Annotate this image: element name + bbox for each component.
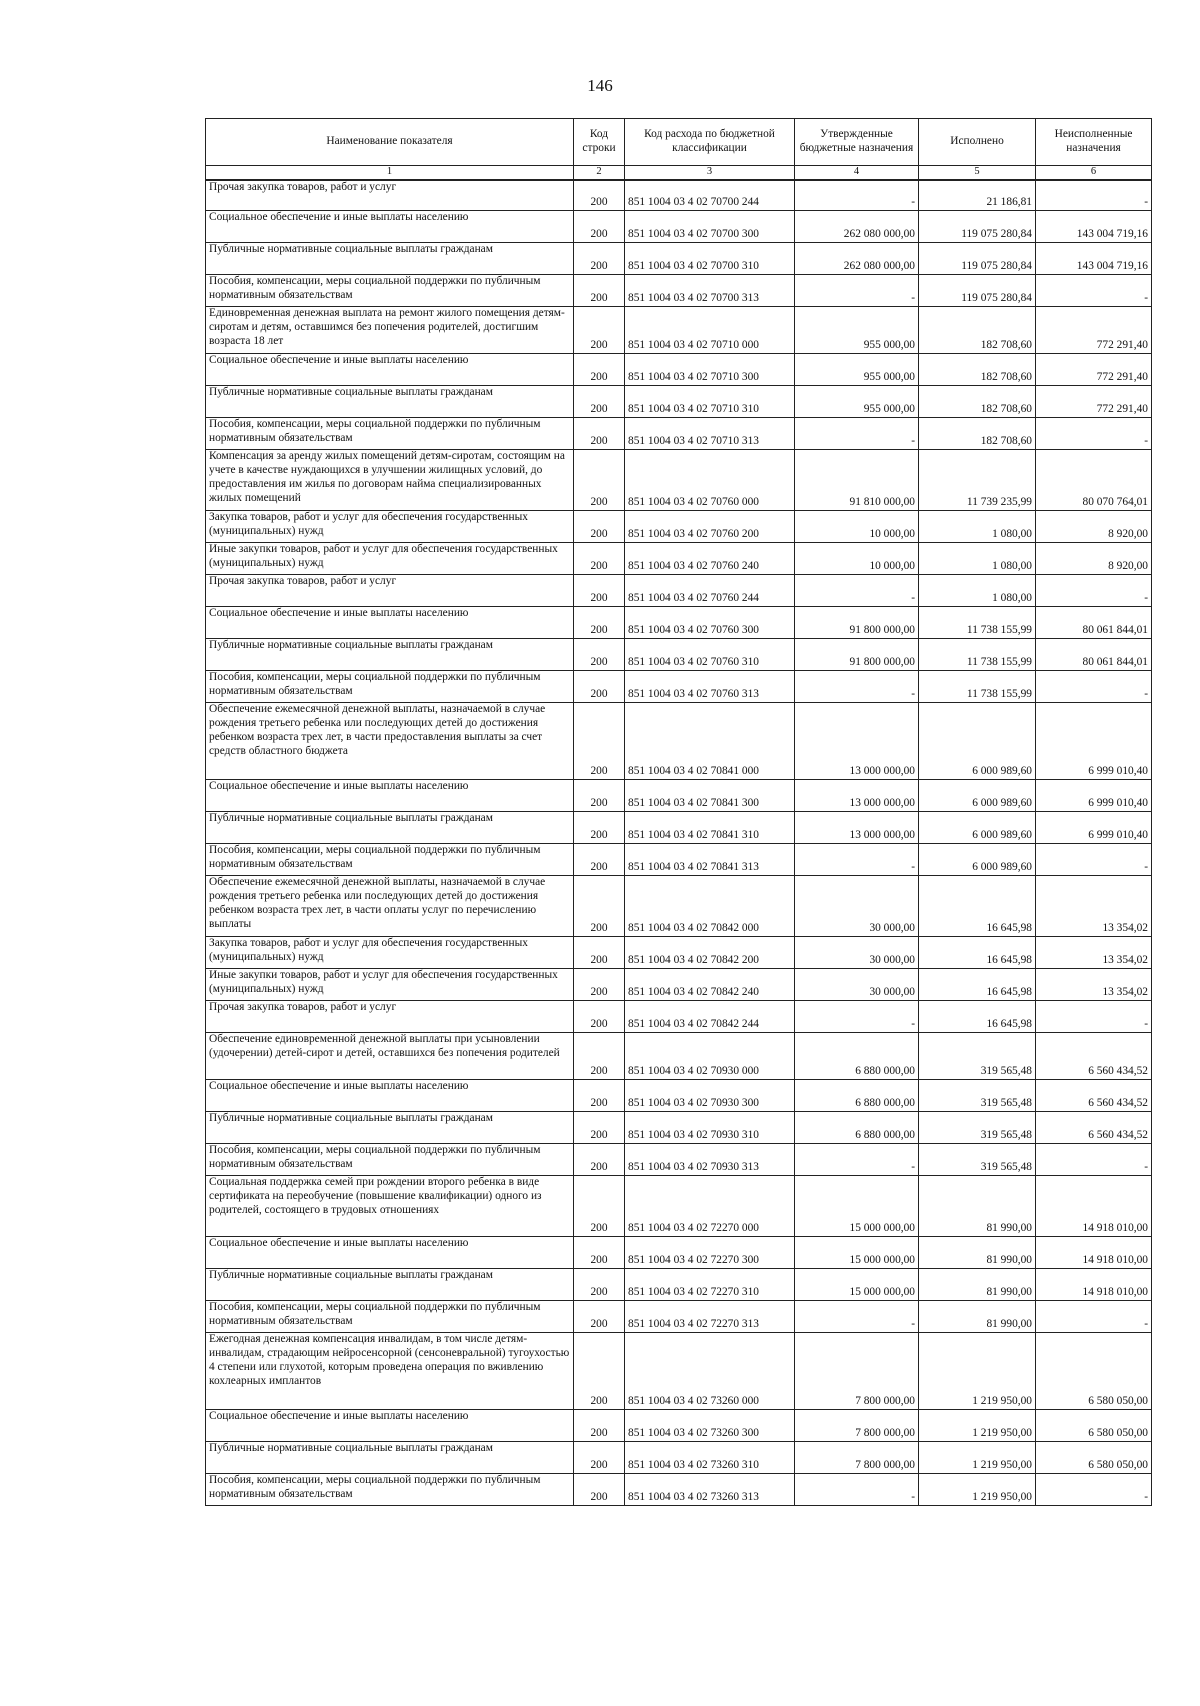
row-line-code: 200 [574, 511, 625, 543]
table-row [206, 1112, 1152, 1144]
row-name: Пособия, компенсации, меры социальной поддержки по публичным нормативным обязательствам [206, 844, 574, 876]
row-executed: 11 738 155,99 [919, 639, 1036, 671]
row-classification-code: 851 1004 03 4 02 72270 313 [625, 1301, 795, 1333]
column-number: 3 [625, 166, 795, 181]
row-line-code: 200 [574, 607, 625, 639]
row-classification-code: 851 1004 03 4 02 70841 310 [625, 812, 795, 844]
row-line-code: 200 [574, 1144, 625, 1176]
row-line-code: 200 [574, 671, 625, 703]
row-executed: 16 645,98 [919, 876, 1036, 937]
row-name: Социальное обеспечение и иные выплаты населению [206, 1237, 574, 1269]
column-number-row [206, 166, 1152, 181]
row-approved: 15 000 000,00 [795, 1237, 919, 1269]
row-classification-code: 851 1004 03 4 02 70930 000 [625, 1033, 795, 1080]
row-line-code: 200 [574, 1410, 625, 1442]
row-classification-code: 851 1004 03 4 02 70760 244 [625, 575, 795, 607]
table-row [206, 1001, 1152, 1033]
column-number: 2 [574, 166, 625, 181]
table-row [206, 354, 1152, 386]
table-row [206, 703, 1152, 780]
row-approved: - [795, 1301, 919, 1333]
row-approved: 6 880 000,00 [795, 1033, 919, 1080]
table-row [206, 575, 1152, 607]
row-classification-code: 851 1004 03 4 02 70841 300 [625, 780, 795, 812]
row-unexecuted: - [1036, 671, 1152, 703]
row-unexecuted: 6 999 010,40 [1036, 703, 1152, 780]
row-executed: 81 990,00 [919, 1301, 1036, 1333]
row-line-code: 200 [574, 1301, 625, 1333]
table-row [206, 1301, 1152, 1333]
row-name: Закупка товаров, работ и услуг для обеспечения государственных (муниципальных) нужд [206, 511, 574, 543]
row-executed: 11 738 155,99 [919, 607, 1036, 639]
row-line-code: 200 [574, 780, 625, 812]
row-unexecuted: 143 004 719,16 [1036, 211, 1152, 243]
row-executed: 182 708,60 [919, 307, 1036, 354]
row-line-code: 200 [574, 275, 625, 307]
row-classification-code: 851 1004 03 4 02 70710 313 [625, 418, 795, 450]
table-row [206, 844, 1152, 876]
row-approved: 13 000 000,00 [795, 780, 919, 812]
table-row [206, 671, 1152, 703]
row-name: Публичные нормативные социальные выплаты гражданам [206, 1269, 574, 1301]
row-approved: 955 000,00 [795, 307, 919, 354]
row-unexecuted: 8 920,00 [1036, 543, 1152, 575]
row-approved: - [795, 575, 919, 607]
table-row [206, 1144, 1152, 1176]
row-executed: 16 645,98 [919, 1001, 1036, 1033]
row-name: Социальное обеспечение и иные выплаты населению [206, 1410, 574, 1442]
row-name: Пособия, компенсации, меры социальной поддержки по публичным нормативным обязательствам [206, 1144, 574, 1176]
column-number: 1 [206, 166, 574, 181]
row-unexecuted: 143 004 719,16 [1036, 243, 1152, 275]
row-executed: 119 075 280,84 [919, 275, 1036, 307]
row-line-code: 200 [574, 703, 625, 780]
row-classification-code: 851 1004 03 4 02 70700 313 [625, 275, 795, 307]
row-name: Пособия, компенсации, меры социальной поддержки по публичным нормативным обязательствам [206, 1474, 574, 1506]
row-line-code: 200 [574, 639, 625, 671]
row-approved: 6 880 000,00 [795, 1112, 919, 1144]
row-line-code: 200 [574, 543, 625, 575]
table-row [206, 1269, 1152, 1301]
row-name: Социальное обеспечение и иные выплаты населению [206, 780, 574, 812]
table-row [206, 639, 1152, 671]
table-row [206, 937, 1152, 969]
page-number: 146 [587, 76, 613, 95]
row-unexecuted: 6 560 434,52 [1036, 1080, 1152, 1112]
row-name: Иные закупки товаров, работ и услуг для обеспечения государственных (муниципальных) нужд [206, 543, 574, 575]
table-row [206, 243, 1152, 275]
row-classification-code: 851 1004 03 4 02 72270 310 [625, 1269, 795, 1301]
row-classification-code: 851 1004 03 4 02 73260 310 [625, 1442, 795, 1474]
header-executed: Исполнено [919, 119, 1036, 166]
table-row [206, 780, 1152, 812]
row-unexecuted: 8 920,00 [1036, 511, 1152, 543]
row-executed: 11 739 235,99 [919, 450, 1036, 511]
row-line-code: 200 [574, 1237, 625, 1269]
row-executed: 6 000 989,60 [919, 812, 1036, 844]
row-classification-code: 851 1004 03 4 02 70700 310 [625, 243, 795, 275]
row-line-code: 200 [574, 180, 625, 211]
row-classification-code: 851 1004 03 4 02 73260 300 [625, 1410, 795, 1442]
table-row [206, 1333, 1152, 1410]
row-classification-code: 851 1004 03 4 02 70700 244 [625, 180, 795, 211]
row-classification-code: 851 1004 03 4 02 70710 310 [625, 386, 795, 418]
row-approved: 13 000 000,00 [795, 703, 919, 780]
row-line-code: 200 [574, 1033, 625, 1080]
table-row [206, 1237, 1152, 1269]
table-row [206, 180, 1152, 211]
header-indicator-name: Наименование показателя [206, 119, 574, 166]
row-unexecuted: 13 354,02 [1036, 876, 1152, 937]
row-name: Социальное обеспечение и иные выплаты населению [206, 354, 574, 386]
row-name: Пособия, компенсации, меры социальной поддержки по публичным нормативным обязательствам [206, 671, 574, 703]
row-line-code: 200 [574, 450, 625, 511]
column-number: 4 [795, 166, 919, 181]
row-executed: 6 000 989,60 [919, 703, 1036, 780]
row-unexecuted: - [1036, 275, 1152, 307]
row-line-code: 200 [574, 1269, 625, 1301]
table-row [206, 1080, 1152, 1112]
row-unexecuted: - [1036, 180, 1152, 211]
row-unexecuted: 6 580 050,00 [1036, 1442, 1152, 1474]
row-approved: - [795, 844, 919, 876]
row-line-code: 200 [574, 1176, 625, 1237]
row-executed: 319 565,48 [919, 1144, 1036, 1176]
row-executed: 1 219 950,00 [919, 1410, 1036, 1442]
table-row [206, 607, 1152, 639]
table-row [206, 1033, 1152, 1080]
row-line-code: 200 [574, 307, 625, 354]
row-approved: 955 000,00 [795, 354, 919, 386]
row-name: Публичные нормативные социальные выплаты гражданам [206, 1112, 574, 1144]
table-header-row [206, 119, 1152, 166]
row-classification-code: 851 1004 03 4 02 70842 240 [625, 969, 795, 1001]
row-executed: 1 219 950,00 [919, 1474, 1036, 1506]
row-executed: 319 565,48 [919, 1080, 1036, 1112]
row-name: Публичные нормативные социальные выплаты гражданам [206, 243, 574, 275]
row-unexecuted: 6 580 050,00 [1036, 1333, 1152, 1410]
row-executed: 21 186,81 [919, 180, 1036, 211]
row-unexecuted: 13 354,02 [1036, 937, 1152, 969]
row-unexecuted: 14 918 010,00 [1036, 1237, 1152, 1269]
row-approved: 7 800 000,00 [795, 1410, 919, 1442]
row-line-code: 200 [574, 418, 625, 450]
row-unexecuted: 772 291,40 [1036, 307, 1152, 354]
row-unexecuted: 772 291,40 [1036, 386, 1152, 418]
row-line-code: 200 [574, 937, 625, 969]
table-row [206, 1474, 1152, 1506]
row-line-code: 200 [574, 812, 625, 844]
column-number: 5 [919, 166, 1036, 181]
row-unexecuted: 80 070 764,01 [1036, 450, 1152, 511]
row-name: Публичные нормативные социальные выплаты гражданам [206, 812, 574, 844]
row-unexecuted: 13 354,02 [1036, 969, 1152, 1001]
row-approved: 30 000,00 [795, 937, 919, 969]
row-name: Социальное обеспечение и иные выплаты населению [206, 607, 574, 639]
row-executed: 182 708,60 [919, 418, 1036, 450]
row-approved: 7 800 000,00 [795, 1442, 919, 1474]
row-classification-code: 851 1004 03 4 02 70710 300 [625, 354, 795, 386]
row-approved: 955 000,00 [795, 386, 919, 418]
row-name: Пособия, компенсации, меры социальной поддержки по публичным нормативным обязательствам [206, 1301, 574, 1333]
table-body [206, 180, 1152, 1506]
row-approved: 262 080 000,00 [795, 211, 919, 243]
row-approved: - [795, 1474, 919, 1506]
row-name: Обеспечение единовременной денежной выплаты при усыновлении (удочерении) детей-сирот и детей, оставшихся без попечения родителей [206, 1033, 574, 1080]
budget-execution-table [205, 118, 1152, 1506]
row-unexecuted: 6 560 434,52 [1036, 1033, 1152, 1080]
row-approved: 91 800 000,00 [795, 607, 919, 639]
row-classification-code: 851 1004 03 4 02 70760 000 [625, 450, 795, 511]
row-classification-code: 851 1004 03 4 02 70760 310 [625, 639, 795, 671]
row-executed: 119 075 280,84 [919, 243, 1036, 275]
row-name: Ежегодная денежная компенсация инвалидам, в том числе детям-инвалидам, страдающим нейросенсорной (сенсоневральной) тугоухостью 4 степени или глухотой, которым проведена операция по вживлению кохлеарных имплантов [206, 1333, 574, 1410]
row-classification-code: 851 1004 03 4 02 70760 240 [625, 543, 795, 575]
row-approved: - [795, 1144, 919, 1176]
row-line-code: 200 [574, 876, 625, 937]
row-name: Социальное обеспечение и иные выплаты населению [206, 211, 574, 243]
row-line-code: 200 [574, 354, 625, 386]
row-executed: 6 000 989,60 [919, 844, 1036, 876]
header-line-code: Код строки [574, 119, 625, 166]
table-row [206, 1442, 1152, 1474]
row-unexecuted: 772 291,40 [1036, 354, 1152, 386]
row-executed: 1 080,00 [919, 543, 1036, 575]
row-executed: 1 219 950,00 [919, 1333, 1036, 1410]
row-name: Единовременная денежная выплата на ремонт жилого помещения детям-сиротам и детям, оставшимся без попечения родителей, достигшим возраста 18 лет [206, 307, 574, 354]
table-row [206, 969, 1152, 1001]
column-number: 6 [1036, 166, 1152, 181]
row-approved: 15 000 000,00 [795, 1269, 919, 1301]
row-classification-code: 851 1004 03 4 02 73260 313 [625, 1474, 795, 1506]
row-line-code: 200 [574, 243, 625, 275]
row-executed: 1 080,00 [919, 511, 1036, 543]
row-classification-code: 851 1004 03 4 02 70760 300 [625, 607, 795, 639]
row-unexecuted: - [1036, 844, 1152, 876]
row-unexecuted: - [1036, 575, 1152, 607]
row-classification-code: 851 1004 03 4 02 72270 300 [625, 1237, 795, 1269]
row-line-code: 200 [574, 575, 625, 607]
table-row [206, 511, 1152, 543]
row-executed: 1 219 950,00 [919, 1442, 1036, 1474]
row-approved: 30 000,00 [795, 969, 919, 1001]
table-row [206, 876, 1152, 937]
table-row [206, 543, 1152, 575]
row-line-code: 200 [574, 1333, 625, 1410]
row-classification-code: 851 1004 03 4 02 72270 000 [625, 1176, 795, 1237]
row-executed: 319 565,48 [919, 1033, 1036, 1080]
row-line-code: 200 [574, 844, 625, 876]
row-executed: 1 080,00 [919, 575, 1036, 607]
row-classification-code: 851 1004 03 4 02 73260 000 [625, 1333, 795, 1410]
row-approved: 91 810 000,00 [795, 450, 919, 511]
table-row [206, 1410, 1152, 1442]
header-classification-code: Код расхода по бюджетной классификации [625, 119, 795, 166]
row-unexecuted: - [1036, 418, 1152, 450]
row-unexecuted: 14 918 010,00 [1036, 1269, 1152, 1301]
row-approved: 15 000 000,00 [795, 1176, 919, 1237]
row-unexecuted: 6 999 010,40 [1036, 812, 1152, 844]
row-classification-code: 851 1004 03 4 02 70842 000 [625, 876, 795, 937]
table-row [206, 450, 1152, 511]
row-approved: - [795, 418, 919, 450]
row-name: Прочая закупка товаров, работ и услуг [206, 180, 574, 211]
row-unexecuted: - [1036, 1474, 1152, 1506]
row-classification-code: 851 1004 03 4 02 70930 310 [625, 1112, 795, 1144]
row-approved: - [795, 671, 919, 703]
row-executed: 6 000 989,60 [919, 780, 1036, 812]
row-approved: 7 800 000,00 [795, 1333, 919, 1410]
row-name: Публичные нормативные социальные выплаты гражданам [206, 1442, 574, 1474]
row-approved: 13 000 000,00 [795, 812, 919, 844]
row-unexecuted: 14 918 010,00 [1036, 1176, 1152, 1237]
row-name: Компенсация за аренду жилых помещений детям-сиротам, состоящим на учете в качестве нуждающихся в улучшении жилищных условий, до предоставления им жилья по договорам найма специализированных жилых помещений [206, 450, 574, 511]
row-line-code: 200 [574, 386, 625, 418]
row-name: Закупка товаров, работ и услуг для обеспечения государственных (муниципальных) нужд [206, 937, 574, 969]
row-classification-code: 851 1004 03 4 02 70930 300 [625, 1080, 795, 1112]
table-row [206, 275, 1152, 307]
row-classification-code: 851 1004 03 4 02 70700 300 [625, 211, 795, 243]
row-executed: 16 645,98 [919, 969, 1036, 1001]
row-line-code: 200 [574, 1080, 625, 1112]
row-executed: 182 708,60 [919, 386, 1036, 418]
row-line-code: 200 [574, 211, 625, 243]
row-unexecuted: 6 580 050,00 [1036, 1410, 1152, 1442]
row-unexecuted: 80 061 844,01 [1036, 607, 1152, 639]
row-line-code: 200 [574, 969, 625, 1001]
row-classification-code: 851 1004 03 4 02 70841 000 [625, 703, 795, 780]
row-approved: - [795, 275, 919, 307]
row-classification-code: 851 1004 03 4 02 70842 200 [625, 937, 795, 969]
row-unexecuted: - [1036, 1301, 1152, 1333]
row-line-code: 200 [574, 1001, 625, 1033]
row-classification-code: 851 1004 03 4 02 70760 200 [625, 511, 795, 543]
row-classification-code: 851 1004 03 4 02 70841 313 [625, 844, 795, 876]
row-name: Пособия, компенсации, меры социальной поддержки по публичным нормативным обязательствам [206, 418, 574, 450]
row-unexecuted: - [1036, 1001, 1152, 1033]
row-name: Иные закупки товаров, работ и услуг для обеспечения государственных (муниципальных) нужд [206, 969, 574, 1001]
table-row [206, 211, 1152, 243]
table-row [206, 386, 1152, 418]
row-name: Обеспечение ежемесячной денежной выплаты, назначаемой в случае рождения третьего ребенка или последующих детей до достижения ребенком возраста трех лет, в части оплаты услуг по перечислению выплаты [206, 876, 574, 937]
row-unexecuted: - [1036, 1144, 1152, 1176]
row-approved: 91 800 000,00 [795, 639, 919, 671]
row-executed: 81 990,00 [919, 1237, 1036, 1269]
row-name: Обеспечение ежемесячной денежной выплаты, назначаемой в случае рождения третьего ребенка или последующих детей до достижения ребенком возраста трех лет, в части предоставления выплаты за счет средств областного бюджета [206, 703, 574, 780]
row-classification-code: 851 1004 03 4 02 70710 000 [625, 307, 795, 354]
row-approved: - [795, 180, 919, 211]
row-line-code: 200 [574, 1474, 625, 1506]
table-row [206, 418, 1152, 450]
row-approved: 10 000,00 [795, 511, 919, 543]
row-executed: 319 565,48 [919, 1112, 1036, 1144]
row-executed: 81 990,00 [919, 1176, 1036, 1237]
header-unexecuted: Неисполненные назначения [1036, 119, 1152, 166]
row-name: Социальная поддержка семей при рождении второго ребенка в виде сертификата на переобучение (повышение квалификации) одного из родителей, состоящего в трудовых отношениях [206, 1176, 574, 1237]
row-executed: 119 075 280,84 [919, 211, 1036, 243]
row-classification-code: 851 1004 03 4 02 70930 313 [625, 1144, 795, 1176]
row-approved: - [795, 1001, 919, 1033]
row-approved: 10 000,00 [795, 543, 919, 575]
row-name: Публичные нормативные социальные выплаты гражданам [206, 639, 574, 671]
row-approved: 262 080 000,00 [795, 243, 919, 275]
row-executed: 182 708,60 [919, 354, 1036, 386]
row-unexecuted: 80 061 844,01 [1036, 639, 1152, 671]
row-line-code: 200 [574, 1112, 625, 1144]
table-row [206, 307, 1152, 354]
row-classification-code: 851 1004 03 4 02 70760 313 [625, 671, 795, 703]
row-name: Прочая закупка товаров, работ и услуг [206, 1001, 574, 1033]
row-approved: 30 000,00 [795, 876, 919, 937]
row-executed: 11 738 155,99 [919, 671, 1036, 703]
table-row [206, 812, 1152, 844]
row-executed: 16 645,98 [919, 937, 1036, 969]
table-row [206, 1176, 1152, 1237]
row-unexecuted: 6 560 434,52 [1036, 1112, 1152, 1144]
row-classification-code: 851 1004 03 4 02 70842 244 [625, 1001, 795, 1033]
row-approved: 6 880 000,00 [795, 1080, 919, 1112]
row-executed: 81 990,00 [919, 1269, 1036, 1301]
row-name: Публичные нормативные социальные выплаты гражданам [206, 386, 574, 418]
row-line-code: 200 [574, 1442, 625, 1474]
header-approved: Утвержденные бюджетные назначения [795, 119, 919, 166]
row-name: Прочая закупка товаров, работ и услуг [206, 575, 574, 607]
row-name: Социальное обеспечение и иные выплаты населению [206, 1080, 574, 1112]
row-unexecuted: 6 999 010,40 [1036, 780, 1152, 812]
row-name: Пособия, компенсации, меры социальной поддержки по публичным нормативным обязательствам [206, 275, 574, 307]
